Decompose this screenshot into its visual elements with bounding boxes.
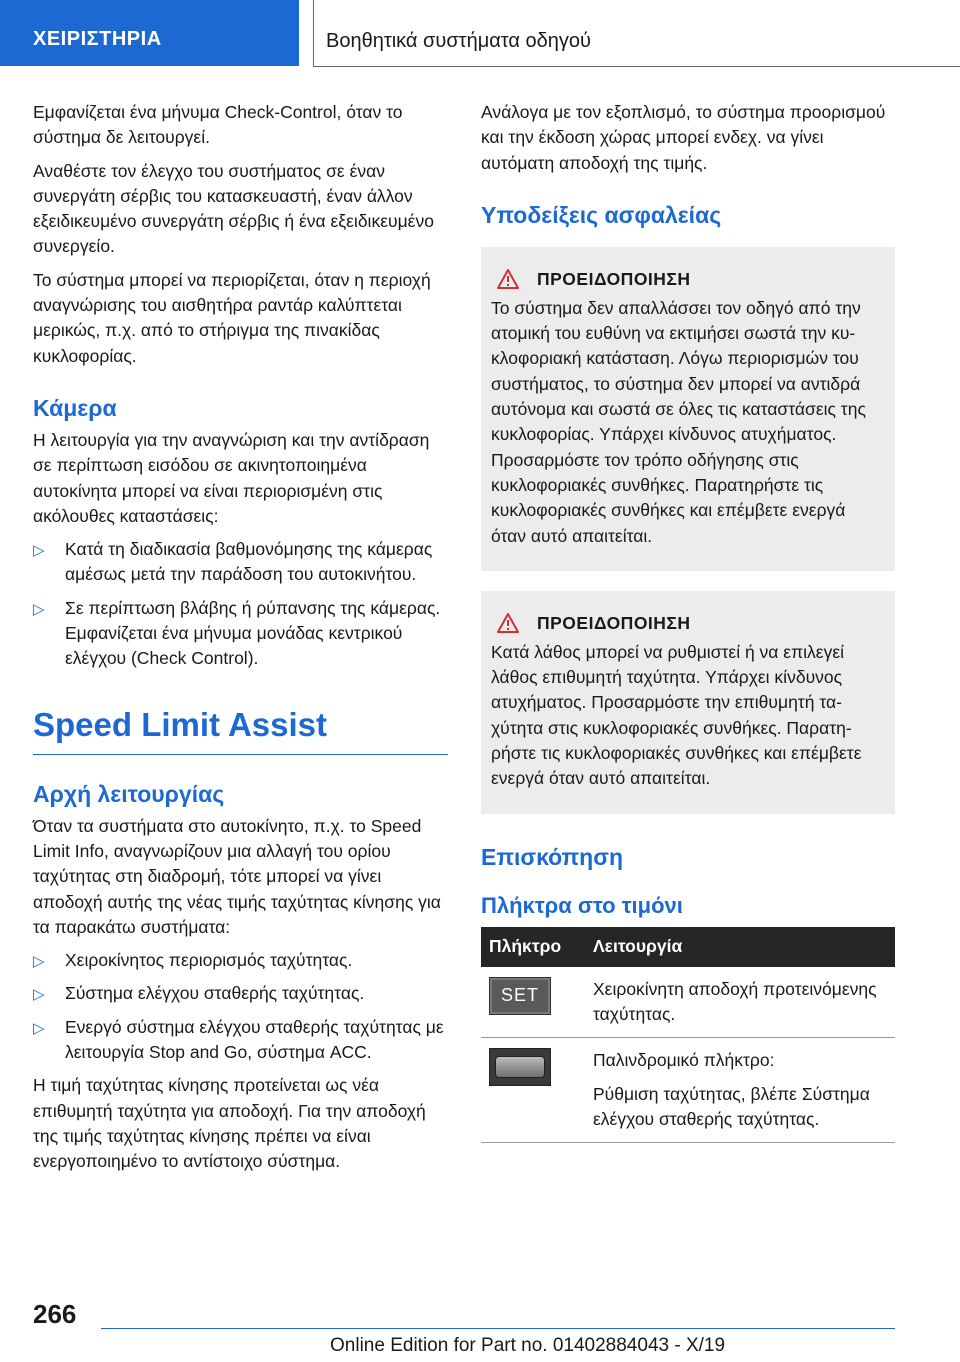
camera-list bbox=[33, 537, 448, 671]
table-cell: Παλινδρομικό πλήκτρο: Ρύθμιση ταχύτητας, βλέπε Σύστημα ελέγχου σταθερής ταχύτητας. bbox=[585, 1038, 895, 1143]
header-section-title: ΧΕΙΡΙΣΤΗΡΙΑ bbox=[33, 28, 162, 50]
header-chapter bbox=[313, 0, 960, 66]
paragraph: Η λειτουργία για την αναγνώριση και την αντίδραση σε περίπτωση εισόδου σε ακινητοποιημένα αυτοκίνητα μπορεί να είναι περιορισμένη στις ακόλουθες καταστάσεις: bbox=[33, 429, 430, 526]
list-item: ▷ Σε περίπτωση βλάβης ή ρύπανσης της κάμερας. Εμφανίζεται ένα μήνυμα μονάδας κεντρικού ελέγχου (Check Control). bbox=[33, 597, 441, 669]
warning-text: Κατά λάθος μπορεί να ρυθμιστεί ή να επιλεγεί λάθος επιθυμητή ταχύτητα. Υπάρχει κίνδυνος ατυχήματος. Προσαρμόστε την επιθυμητή ταχύτητα στις κυκλοφοριακές συνθήκες. Παρατηρήστε τις κυκλοφοριακές συνθήκες και επέμβετε ενεργά όταν αυτό απαιτείται. bbox=[491, 641, 862, 789]
list-item: ▷ Ενεργό σύστημα ελέγχου σταθερής ταχύτητας με λειτουργία Stop and Go, σύστημα ACC. bbox=[33, 1016, 444, 1063]
paragraph: Ανάλογα με τον εξοπλισμό, το σύστημα προορισμού και την έκδοση χώρας μπορεί ενδεχ. να γίνει αυτόματη αποδοχή της τιμής. bbox=[481, 102, 886, 173]
list-item: ▷ Κατά τη διαδικασία βαθμονόμησης της κάμερας αμέσως μετά την παράδοση του αυτοκινήτου. bbox=[33, 539, 433, 585]
table-row bbox=[481, 1038, 895, 1143]
warning-box bbox=[481, 247, 895, 571]
keys-heading: Πλήκτρα στο τιμόνι bbox=[481, 892, 683, 918]
right-column bbox=[481, 100, 895, 1143]
column-header-key: Πλήκτρο bbox=[481, 927, 585, 967]
paragraph: Αναθέστε τον έλεγχο του συστήματος σε έναν συνεργάτη σέρβις του κατασκευαστή, έναν άλλον εξειδικευμένο συνεργάτη σέρβις ή ένα εξειδικευμένο συνεργείο. bbox=[33, 160, 434, 257]
main-heading: Speed Limit Assist bbox=[33, 706, 448, 755]
footer-edition: Online Edition for Part no. 01402884043 - X/19 bbox=[330, 1335, 726, 1356]
list-item: ▷ Σύστημα ελέγχου σταθερής ταχύτητας. bbox=[33, 981, 448, 1006]
keys-table bbox=[481, 927, 895, 1143]
list-item: ▷ Χειροκίνητος περιορισμός ταχύτητας. bbox=[33, 948, 448, 973]
triangle-bullet-icon: ▷ bbox=[33, 1019, 45, 1037]
triangle-bullet-icon: ▷ bbox=[33, 986, 45, 1004]
header-chapter-title: Βοηθητικά συστήματα οδηγού bbox=[326, 30, 591, 52]
set-button-icon: SET bbox=[489, 977, 551, 1015]
rocker-switch-icon bbox=[489, 1048, 551, 1086]
paragraph: Η τιμή ταχύτητας κίνησης προτείνεται ως νέα επιθυμητή ταχύτητα για αποδοχή. Για την αποδοχή της τιμής ταχύτητας κίνησης πρέπει να είναι ενεργοποιημένο το αντίστοιχο σύστημα. bbox=[33, 1075, 426, 1172]
principle-heading: Αρχή λειτουργίας bbox=[33, 780, 225, 807]
table-cell: Χειροκίνητη αποδοχή προτεινόμενης ταχύτητας. bbox=[585, 967, 895, 1038]
paragraph: Όταν τα συστήματα στο αυτοκίνητο, π.χ. το Speed Limit Info, αναγνωρίζουν μια αλλαγή του ορίου ταχύτητας στη διαδρομή, τότε μπορεί να γίνει αποδοχή αυτής της νέας τιμής ταχύτητας κίνησης για τα παρακάτω συστήματα: bbox=[33, 815, 441, 937]
warning-text: Το σύστημα δεν απαλλάσσει τον οδηγό από την ατομική του ευθύνη να εκτιμήσει σωστά την κυκλοφοριακή κατάσταση. Λόγω περιορισμών του συστήματος, το σύστημα δεν μπορεί να αντιδρά αυτόνομα και σωστά σε όλες τις καταστάσεις της κυκλοφορίας. Υπάρχει κίνδυνος ατυχήματος. Προσαρμόστε τον τρόπο οδήγησης στις κυκλοφοριακές συνθήκες. Παρατηρήστε τις κυκλοφοριακές συνθήκες και επέμβετε ενεργά όταν αυτό απαιτείται. bbox=[491, 297, 866, 546]
header-rule bbox=[313, 66, 960, 67]
paragraph: Εμφανίζεται ένα μήνυμα Check-Control, όταν το σύστημα δε λειτουργεί. bbox=[33, 102, 403, 148]
warning-title: ΠΡΟΕΙΔΟΠΟΙΗΣΗ bbox=[537, 268, 691, 289]
table-row bbox=[481, 967, 895, 1038]
header-section-tab bbox=[0, 0, 299, 66]
camera-heading: Κάμερα bbox=[33, 394, 117, 421]
warning-triangle-icon bbox=[497, 613, 519, 633]
page-number: 266 bbox=[33, 1299, 77, 1329]
warning-box bbox=[481, 591, 895, 814]
principle-list bbox=[33, 948, 448, 1065]
warning-title: ΠΡΟΕΙΔΟΠΟΙΗΣΗ bbox=[537, 612, 691, 633]
warning-triangle-icon bbox=[497, 269, 519, 289]
triangle-bullet-icon: ▷ bbox=[33, 953, 45, 971]
column-header-function: Λειτουργία bbox=[585, 927, 895, 967]
overview-heading: Επισκόπηση bbox=[481, 843, 623, 870]
paragraph: Το σύστημα μπορεί να περιορίζεται, όταν η περιοχή αναγνώρισης του αισθητήρα ραντάρ καλύπτεται μερικώς, π.χ. από το στήριγμα της πινακίδας κυκλοφορίας. bbox=[33, 269, 431, 366]
left-column bbox=[33, 100, 448, 1183]
triangle-bullet-icon: ▷ bbox=[33, 600, 45, 618]
triangle-bullet-icon: ▷ bbox=[33, 542, 45, 560]
safety-heading: Υποδείξεις ασφαλείας bbox=[481, 201, 722, 228]
table-header-row bbox=[481, 927, 895, 967]
footer-rule bbox=[101, 1328, 895, 1329]
